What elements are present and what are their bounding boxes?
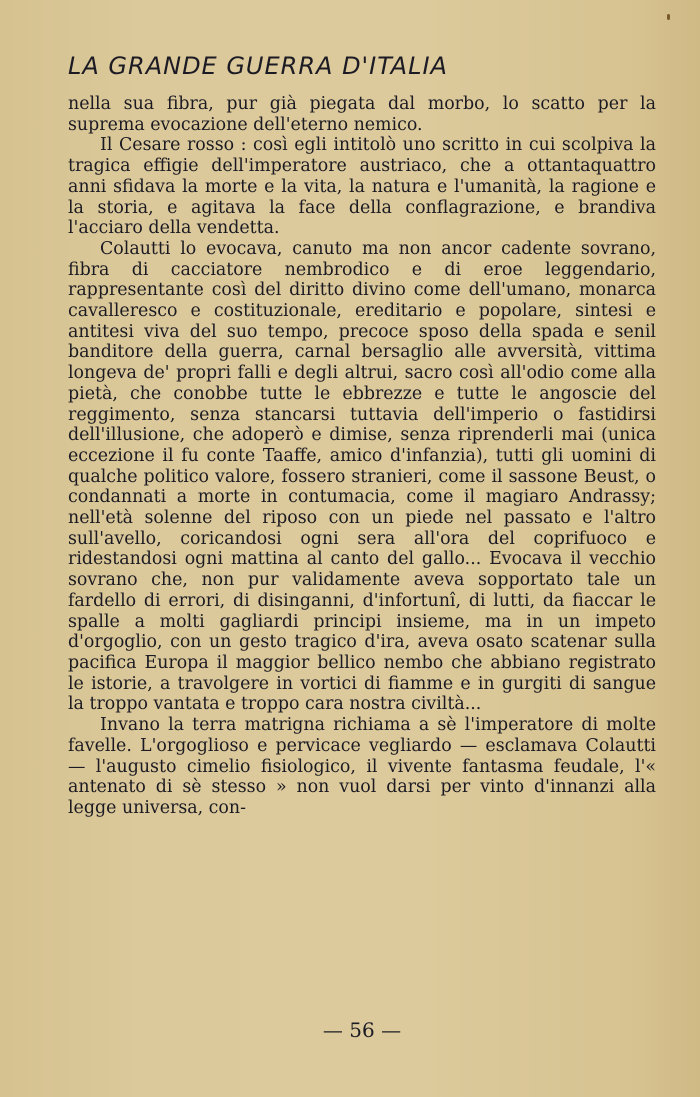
paragraph-continuation: nella sua fibra, pur già piegata dal morbo, lo scatto per la suprema evocazione dell'eterno nemico. xyxy=(68,94,656,135)
book-page xyxy=(68,52,656,1082)
body-text xyxy=(68,94,656,819)
running-title: LA GRANDE GUERRA D'ITALIA xyxy=(68,52,448,80)
page-number: — 56 — xyxy=(322,1018,402,1042)
paragraph-colautti-evocava: Colautti lo evocava, canuto ma non ancor cadente sovrano, fibra di cacciatore nembrodico e di eroe leggendario, rappresentante così del diritto divino come dell'umano, monarca cavalleresco e costituzionale, ereditario e popolare, sintesi e antitesi viva del suo tempo, precoce sposo della spada e senil banditore della guerra, carnal bersaglio alle avversità, vittima longeva de' propri falli e degli altrui, sacro così all'odio come alla pietà, che conobbe tutte le ebbrezze e tutte le angoscie del reggimento, senza stancarsi tuttavia dell'imperio o fastidirsi dell'illusione, che adoperò e dimise, senza riprenderli mai (unica eccezione il fu conte Taaffe, amico d'infanzia), tutti gli uomini di qualche politico valore, fossero stranieri, come il sassone Beust, o condannati a morte in contumacia, come il magiaro Andrassy; nell'età solenne del riposo con un piede nel passato e l'altro sull'avello, coricandosi ogni sera all'ora del coprifuoco e ridestandosi ogni mattina al canto del gallo... Evocava il vecchio sovrano che, non pur validamente aveva sopportato tale un fardello di errori, di disinganni, d'infortunî, di lutti, da fiaccar le spalle a molti gagliardi principi insieme, ma in un impeto d'orgoglio, con un gesto tragico d'ira, aveva osato scatenar sulla pacifica Europa il maggior bellico nembo che abbiano registrato le istorie, a travolgere in vortici di fiamme e in gurgiti di sangue la troppo vantata e troppo cara nostra civiltà... xyxy=(68,238,656,715)
paper-speck xyxy=(667,14,670,20)
paragraph-invano: Invano la terra matrigna richiama a sè l'imperatore di molte favelle. L'orgoglioso e pervicace vegliardo — esclamava Colautti — l'augusto cimelio fisiologico, il vivente fantasma feudale, l'« antenato di sè stesso » non vuol darsi per vinto d'innanzi alla legge universa, con- xyxy=(68,715,656,818)
paragraph-cesare-rosso: Il Cesare rosso : così egli intitolò uno scritto in cui scolpiva la tragica effigie dell'imperatore austriaco, che a ottantaquattro anni sfidava la morte e la vita, la natura e l'umanità, la ragione e la storia, e agitava la face della conflagrazione, e brandiva l'acciaro della vendetta. xyxy=(68,135,656,239)
